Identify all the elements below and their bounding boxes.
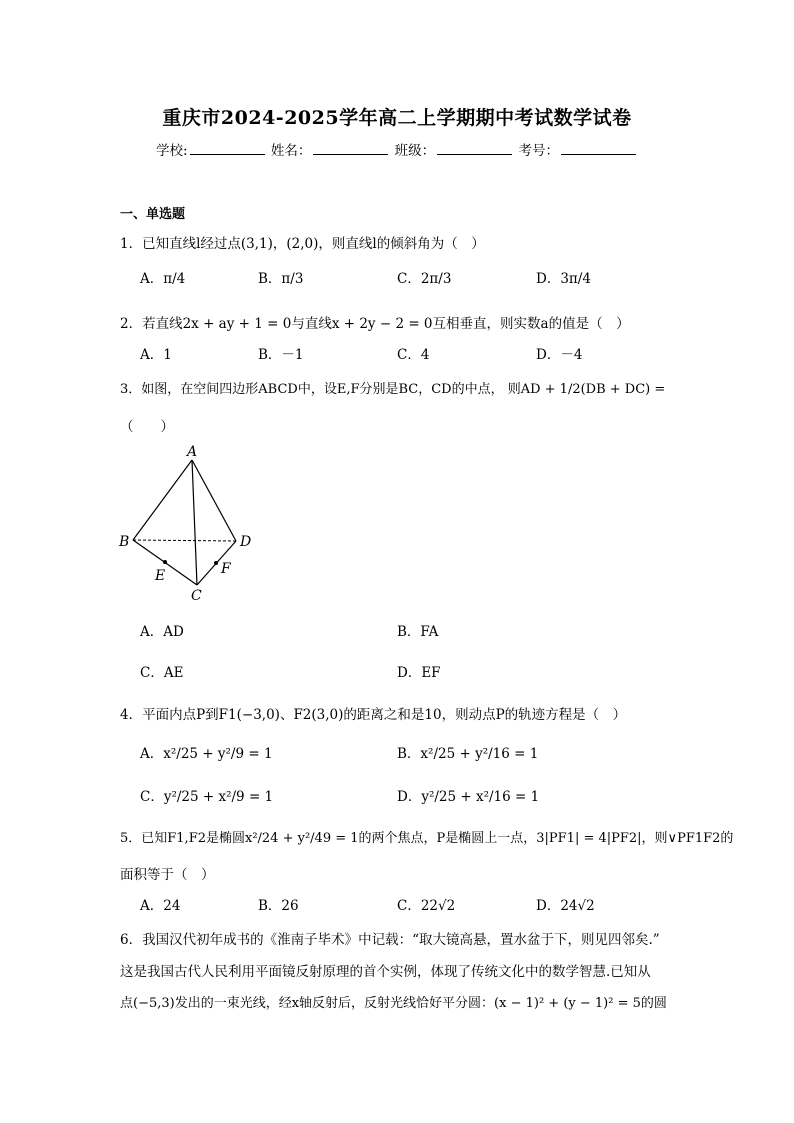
q6-line-3: 点(−5,3)发出的一束光线，经x轴反射后，反射光线恰好平分圆：(x − 1)² + (y − 1)² = 5的圆 bbox=[120, 996, 667, 1011]
page-title: 重庆市2024-2025学年高二上学期期中考试数学试卷 bbox=[162, 107, 632, 129]
q2-option-a: A．1 bbox=[140, 347, 172, 363]
q2-option-d: D．－4 bbox=[536, 347, 583, 363]
q1-option-a: A．π/4 bbox=[140, 271, 186, 287]
q3-option-b: B．FA bbox=[397, 624, 439, 640]
q5-option-d: D．24√2 bbox=[536, 898, 595, 914]
class-label: 班级： bbox=[394, 143, 436, 159]
q1-stem: 1．已知直线l经过点(3,1)，(2,0)，则直线l的倾斜角为（ ） bbox=[120, 236, 485, 252]
edge-ad bbox=[192, 460, 236, 541]
q3-paren: （ ） bbox=[120, 419, 174, 435]
q1-option-b: B．π/3 bbox=[258, 271, 304, 287]
q4-option-d: D．y²/25 + x²/16 = 1 bbox=[397, 789, 540, 805]
q5-stem-2: 面积等于（ ） bbox=[120, 867, 215, 883]
student-info-line bbox=[0, 139, 794, 159]
q3-option-d: D．EF bbox=[397, 665, 441, 681]
school-field[interactable] bbox=[190, 142, 265, 155]
label-d: D bbox=[240, 534, 252, 550]
q2-option-b: B．－1 bbox=[258, 347, 304, 363]
q3-option-a: A．AD bbox=[140, 624, 184, 640]
edge-bd-hidden bbox=[133, 540, 236, 541]
point-e bbox=[163, 560, 167, 564]
section-title: 一、单选题 bbox=[120, 207, 186, 222]
q4-stem: 4．平面内点P到F1(−3,0)、F2(3,0)的距离之和是10，则动点P的轨迹方程是（ ） bbox=[120, 707, 627, 723]
exam-no-label: 考号： bbox=[518, 143, 559, 159]
label-a: A bbox=[187, 444, 198, 460]
school-label: 学校: bbox=[156, 143, 188, 159]
q1-option-d: D．3π/4 bbox=[536, 271, 591, 287]
label-b: B bbox=[119, 534, 130, 550]
tetrahedron-figure bbox=[115, 440, 265, 605]
q5-option-a: A．24 bbox=[140, 898, 181, 914]
q5-option-c: C．22√2 bbox=[397, 898, 456, 914]
label-f: F bbox=[221, 561, 231, 577]
q6-line-1: 6．我国汉代初年成书的《淮南子毕术》中记载：“取大镜高悬，置水盆于下，则见四邻矣.” bbox=[120, 932, 660, 948]
q6-line-2: 这是我国古代人民利用平面镜反射原理的首个实例，体现了传统文化中的数学智慧.已知从 bbox=[120, 964, 651, 980]
q4-option-c: C．y²/25 + x²/9 = 1 bbox=[140, 789, 274, 805]
q3-option-c: C．AE bbox=[140, 665, 184, 681]
q3-stem: 3．如图，在空间四边形ABCD中，设E,F分别是BC，CD的中点， 则AD + 1/2(DB + DC) = bbox=[120, 382, 666, 397]
label-e: E bbox=[155, 568, 166, 584]
q2-stem: 2．若直线2x + ay + 1 = 0与直线x + 2y − 2 = 0互相垂直，则实数a的值是（ ） bbox=[120, 316, 630, 332]
name-field[interactable] bbox=[313, 142, 388, 155]
q1-option-c: C．2π/3 bbox=[397, 271, 452, 287]
q5-option-b: B．26 bbox=[258, 898, 299, 914]
exam-no-field[interactable] bbox=[561, 142, 636, 155]
label-c: C bbox=[191, 588, 202, 604]
q2-option-c: C．4 bbox=[397, 347, 430, 363]
edge-ac bbox=[192, 460, 197, 585]
name-label: 姓名： bbox=[270, 143, 312, 159]
q4-option-a: A．x²/25 + y²/9 = 1 bbox=[140, 746, 273, 762]
q4-option-b: B．x²/25 + y²/16 = 1 bbox=[397, 746, 539, 762]
class-field[interactable] bbox=[437, 142, 512, 155]
edge-ab bbox=[133, 460, 192, 540]
point-f bbox=[214, 561, 218, 565]
q5-stem: 5．已知F1,F2是椭圆x²/24 + y²/49 = 1的两个焦点，P是椭圆上一点，3|PF1| = 4|PF2|，则∨PF1F2的 bbox=[120, 831, 734, 846]
